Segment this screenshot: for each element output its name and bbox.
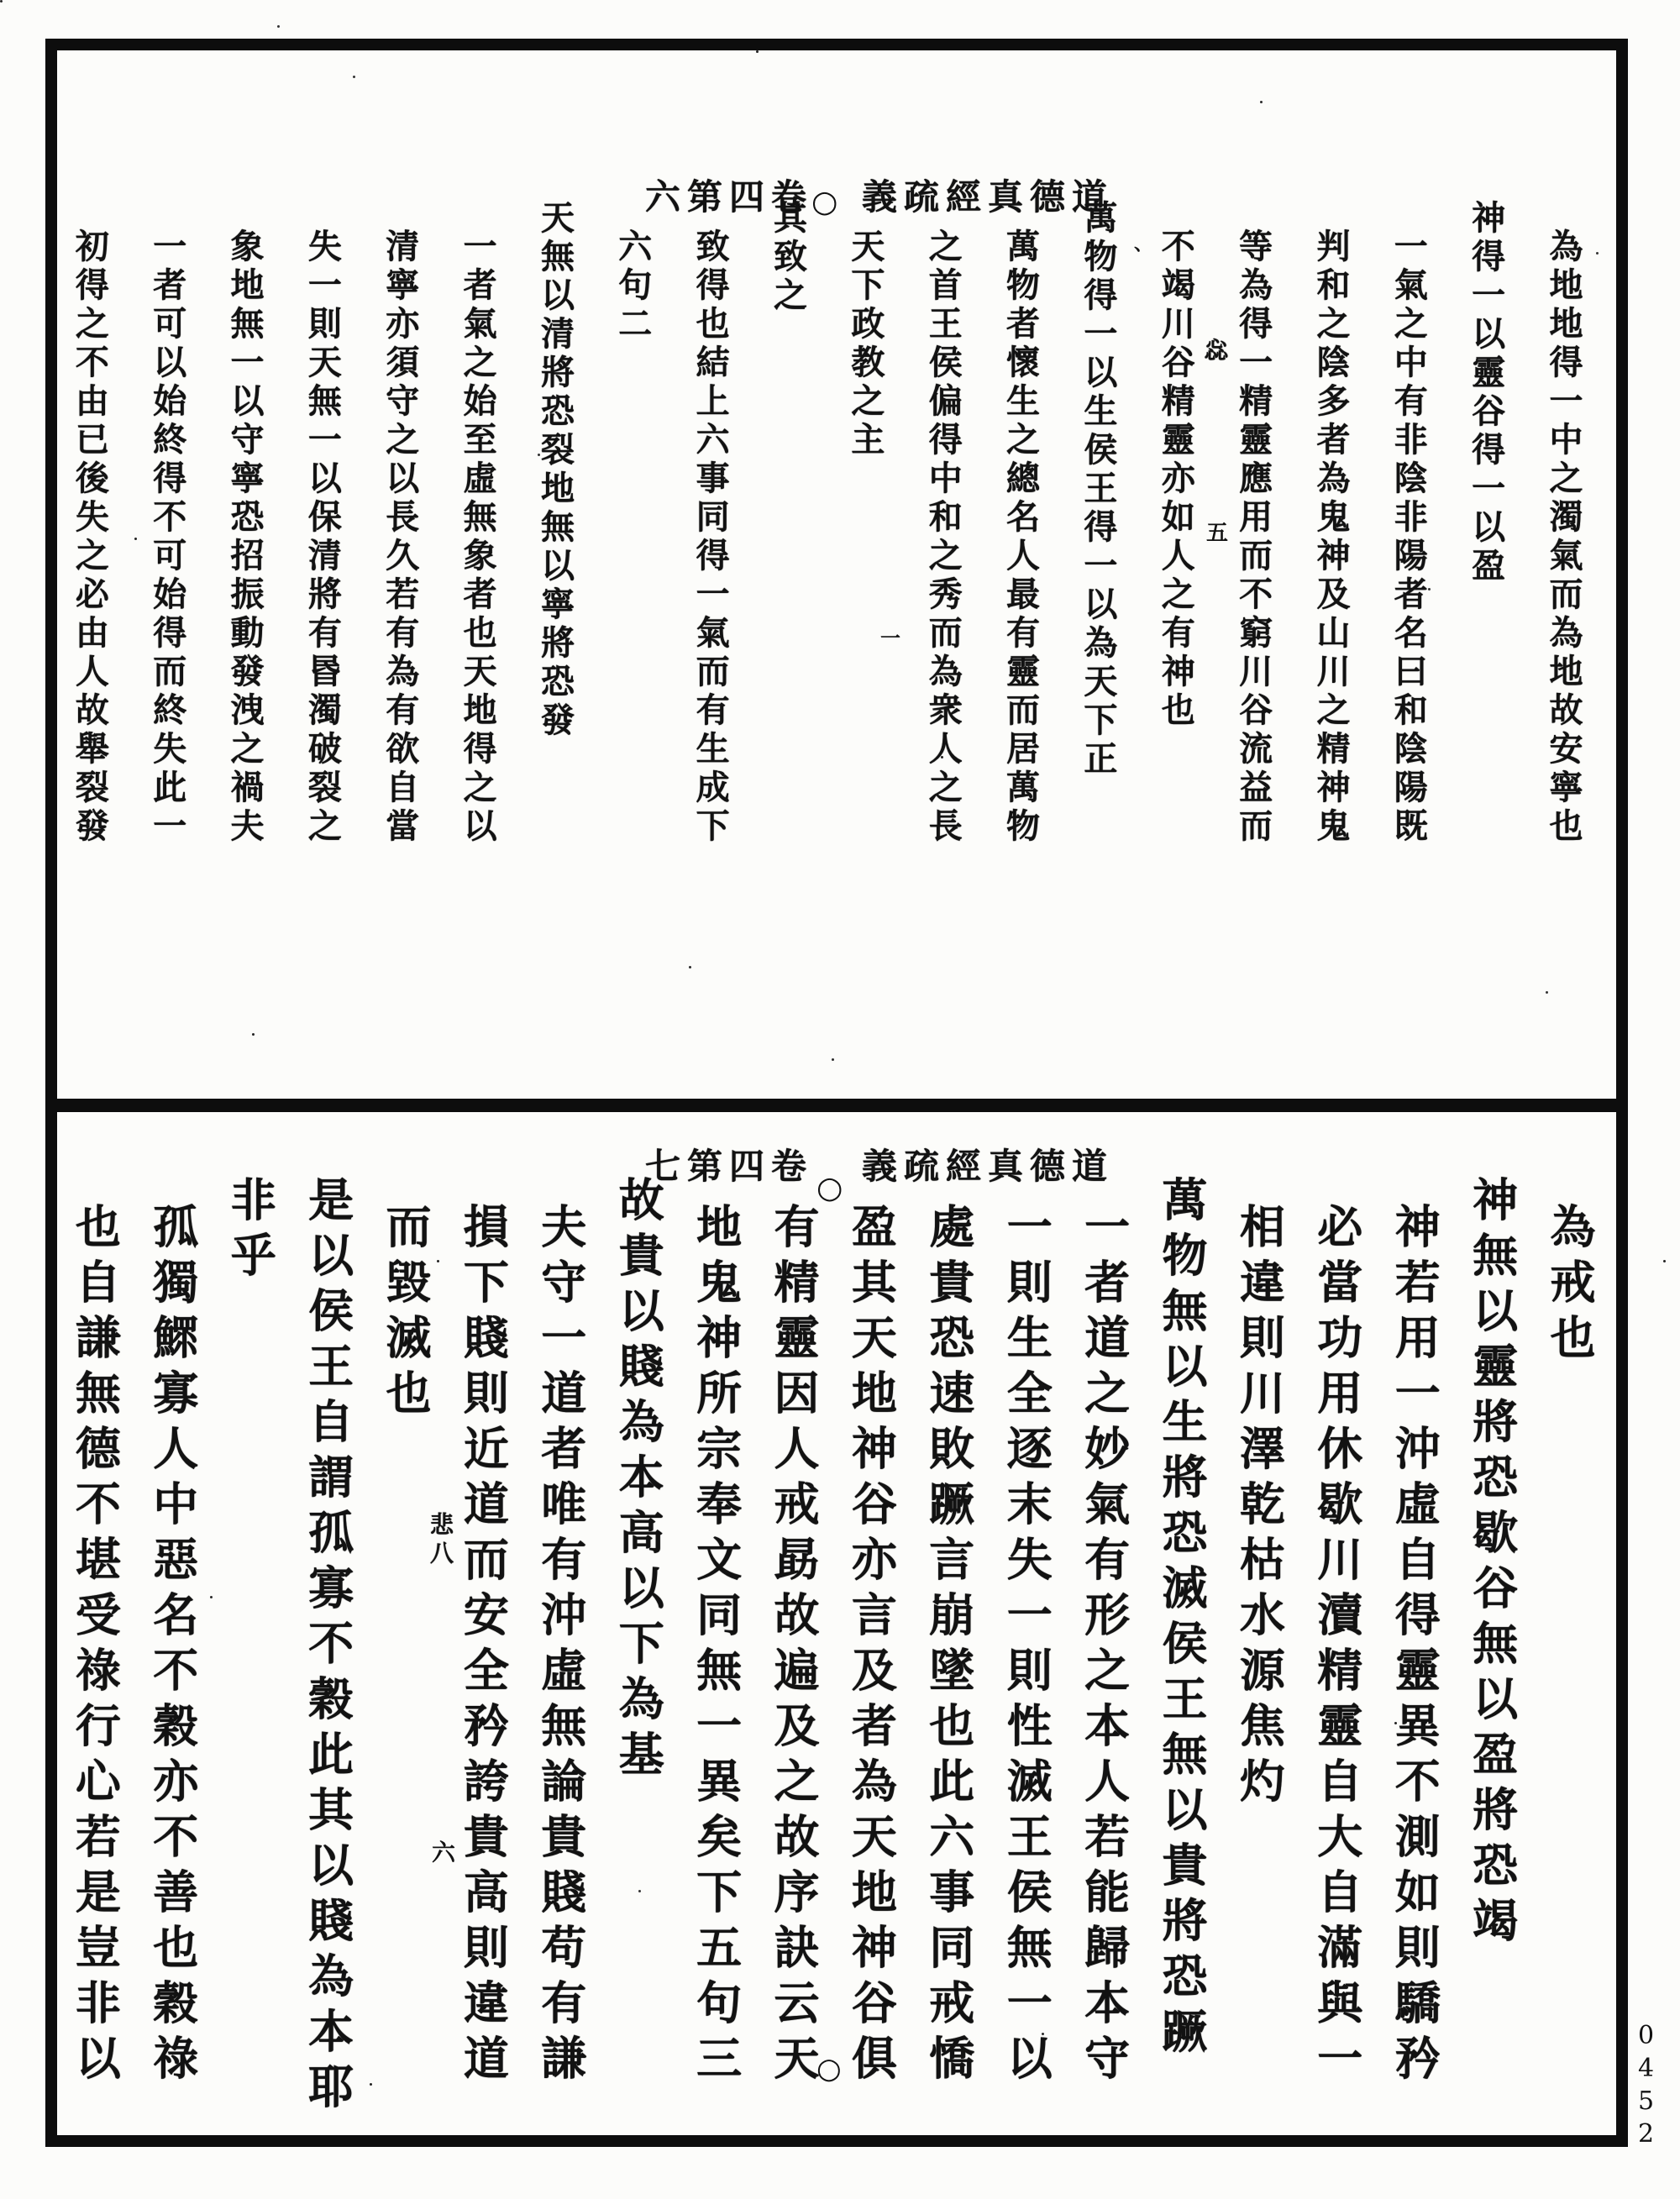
annotation-mark: 惢 — [1201, 338, 1229, 366]
text-column-top_page-20: 初得之不由已後失之必由人故舉裂發 — [70, 228, 110, 847]
text-column-top_page-5: 等為得一精靈應用而不窮川谷流益而 — [1233, 228, 1273, 847]
text-column-bottom_page-13: 故貴以賤為本高以下為基 — [612, 1176, 666, 1786]
text-column-bottom_page-20: 也自謙無德不堪受祿行心若是豈非以 — [68, 1203, 123, 2090]
text-column-top_page-19: 一者可以始終得不可始得而終失此一 — [147, 228, 187, 847]
annotation-mark: 六 — [432, 1839, 456, 1866]
text-column-top_page-18: 象地無一以守寧恐招振動發洩之禍夫 — [225, 228, 265, 847]
page-divider — [55, 1099, 1618, 1112]
text-column-top_page-15: 一者氣之始至虛無象者也天地得之以 — [458, 228, 498, 847]
text-column-bottom_page-16: 而毀滅也 — [379, 1203, 433, 1425]
text-column-top_page-6: 不竭川谷精靈亦如人之有神也 — [1156, 228, 1196, 731]
text-column-bottom_page-8: 一則生全逐末失一則性滅王侯無一以 — [1000, 1203, 1054, 2090]
annotation-mark: 五 — [1206, 521, 1229, 546]
text-column-top_page-2: 神得一以靈谷得一以盈 — [1466, 200, 1506, 586]
text-column-top_page-1: 為地地得一中之濁氣而為地故安寧也 — [1544, 228, 1583, 847]
page-number: 0452 — [1631, 2021, 1661, 2152]
text-column-top_page-3: 一氣之中有非陰非陽者名曰和陰陽既 — [1389, 228, 1429, 847]
text-column-top_page-8: 萬物者懷生之總名人最有靈而居萬物 — [1000, 228, 1041, 847]
top-page-header — [645, 170, 1114, 220]
text-column-bottom_page-19: 孤獨鰥寡人中惡名不穀亦不善也穀祿 — [145, 1203, 200, 2090]
text-column-bottom_page-17: 是以侯王自謂孤寡不穀此其以賤為本耶 — [301, 1176, 355, 2118]
text-column-bottom_page-2: 神無以靈將恐歇谷無以盈將恐竭 — [1465, 1176, 1520, 1952]
scan-noise — [0, 0, 3, 3]
text-column-top_page-7: 萬物得一以生侯王得一以為天下正 — [1078, 200, 1118, 779]
text-column-top_page-10: 天下政教之主 — [845, 228, 885, 460]
text-column-top_page-11: 其致之 — [768, 200, 808, 316]
section-circle-mark: ○ — [816, 1170, 843, 1205]
text-column-top_page-4: 判和之陰多者為鬼神及山川之精神鬼 — [1310, 228, 1351, 847]
text-column-bottom_page-3: 神若用一沖虛自得靈異不測如則驕矜 — [1388, 1203, 1442, 2090]
text-column-top_page-16: 清寧亦須守之以長久若有為有欲自當 — [380, 228, 420, 847]
text-column-top_page-9: 之首王侯偏得中和之秀而為衆人之長 — [923, 228, 963, 847]
text-column-top_page-13: 六句二 — [612, 228, 653, 344]
text-column-bottom_page-10: 盈其天地神谷亦言及者為天地神谷俱 — [844, 1203, 899, 2090]
text-column-top_page-14: 天無以清將恐裂地無以寧將恐發 — [535, 200, 575, 741]
text-column-bottom_page-4: 必當功用休歇川瀆精靈自大自滿與一 — [1310, 1203, 1364, 2090]
bottom-page-header — [645, 1139, 1114, 1189]
text-column-top_page-17: 失一則天無一以保清將有昬濁破裂之 — [302, 228, 343, 847]
text-column-bottom_page-6: 萬物無以生將恐滅侯王無以貴將恐蹶 — [1155, 1176, 1209, 2063]
bottom-header-section: 卷四第七 — [645, 1146, 814, 1187]
section-circle-mark: ○ — [811, 184, 838, 219]
text-column-bottom_page-18: 非乎 — [223, 1176, 278, 1287]
text-column-bottom_page-5: 相違則川澤乾枯水源焦灼 — [1232, 1203, 1287, 1813]
section-circle-mark: ○ — [816, 2052, 842, 2086]
annotation-mark: 、 — [1134, 234, 1153, 255]
text-column-bottom_page-7: 一者道之妙氣有形之本人若能歸本守 — [1077, 1203, 1131, 2090]
text-column-bottom_page-1: 為戒也 — [1543, 1203, 1597, 1369]
annotation-mark: 一 — [880, 626, 900, 650]
top-header-title: 道德真經疏義 — [862, 176, 1115, 218]
text-column-bottom_page-15: 損下賤則近道而安全矜誇貴高則違道 — [456, 1203, 511, 2090]
text-column-top_page-12: 致得也結上六事同得一氣而有生成下 — [690, 228, 731, 847]
bottom-header-title: 道德真經疏義 — [862, 1146, 1115, 1187]
text-column-bottom_page-12: 地鬼神所宗奉文同無一異矣下五句三 — [689, 1203, 743, 2090]
annotation-mark: 悲八 — [427, 1512, 454, 1569]
text-column-bottom_page-14: 夫守一道者唯有沖虛無論貴賤苟有謙 — [533, 1203, 588, 2090]
top-header-section: 卷四第六 — [645, 176, 814, 218]
text-column-bottom_page-11: 有精靈因人戒勗故遍及之故序訣云天 — [767, 1203, 821, 2090]
text-column-bottom_page-9: 處貴恐速敗蹶言崩墜也此六事同戒憍 — [921, 1203, 976, 2090]
